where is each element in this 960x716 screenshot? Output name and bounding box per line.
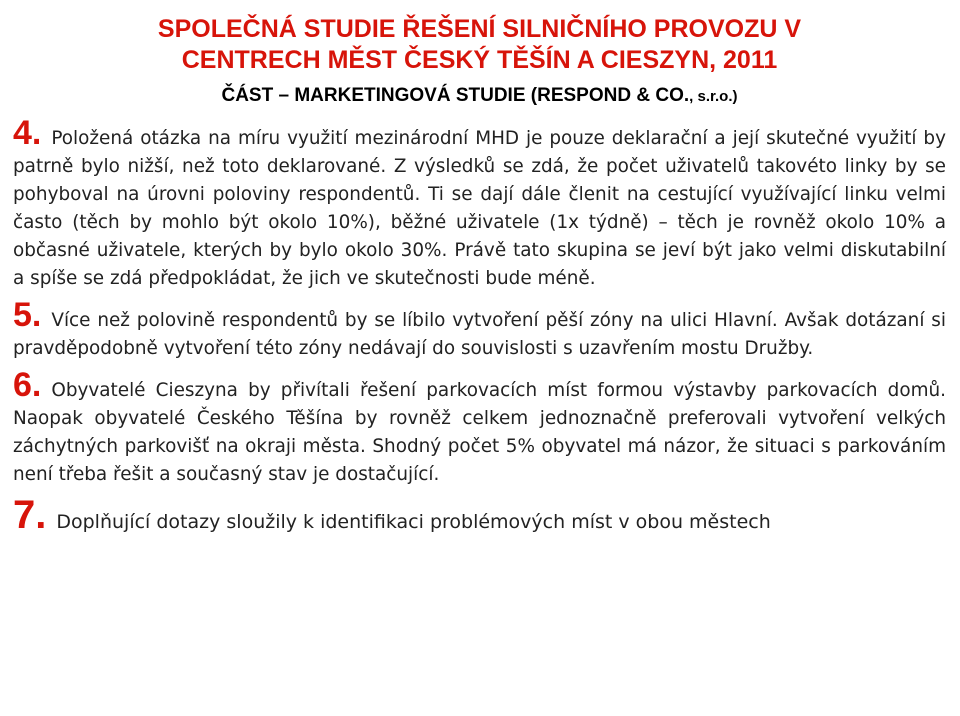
item-7 (13, 493, 946, 537)
item-4 (13, 114, 946, 293)
slide-title (13, 14, 946, 76)
item-5 (13, 296, 946, 363)
item-5-number: 5. (13, 296, 42, 334)
title-line-2: CENTRECH MĚST ČESKÝ TĚŠÍN A CIESZYN, 2011 (181, 46, 778, 74)
item-5-text: Více než polovině respondentů by se líbilo vytvoření pěší zóny na ulici Hlavní. Avšak dotázaní si pravděpodobně vytvoření této zóny nedávají do souvislosti s uzavřením mostu Družby. (13, 310, 946, 359)
item-6 (13, 366, 946, 489)
item-7-number: 7. (13, 493, 47, 537)
subtitle-tail: , s.r.o.) (689, 88, 738, 105)
item-6-text: Obyvatelé Cieszyna by přivítali řešení parkovacích míst formou výstavby parkovacích domů. Naopak obyvatelé Českého Těšína by rovněž celkem jednoznačně preferovali vytvoření velkých záchytných parkovišť na okraji města. Shodný počet 5% obyvatel má názor, že situaci s parkováním není třeba řešit a současný stav je dostačující. (13, 380, 946, 485)
subtitle-main: ČÁST – MARKETINGOVÁ STUDIE (RESPOND & CO. (221, 85, 690, 106)
item-6-number: 6. (13, 366, 42, 404)
item-4-number: 4. (13, 114, 42, 152)
item-4-text: Položená otázka na míru využití mezinárodní MHD je pouze deklarační a její skutečné využití by patrně bylo nižší, než toto deklarované. Z výsledků se zdá, že počet uživatelů takovéto linky by se pohyboval na úrovni poloviny respondentů. Ti se dají dále členit na cestující využívající linku velmi často (těch by mohlo být okolo 10%), běžné uživatele (1x týdně) – těch je rovněž okolo 10% a občasné uživatele, kterých by bylo okolo 30%. Právě tato skupina se jeví být jako velmi diskutabilní a spíše se zdá předpokládat, že jich ve skutečnosti bude méně. (13, 128, 946, 289)
item-7-text: Doplňující dotazy sloužily k identifikaci problémových míst v obou městech (56, 511, 771, 533)
title-line-1: SPOLEČNÁ STUDIE ŘEŠENÍ SILNIČNÍHO PROVOZU V (157, 15, 802, 43)
slide-subtitle (13, 84, 946, 109)
